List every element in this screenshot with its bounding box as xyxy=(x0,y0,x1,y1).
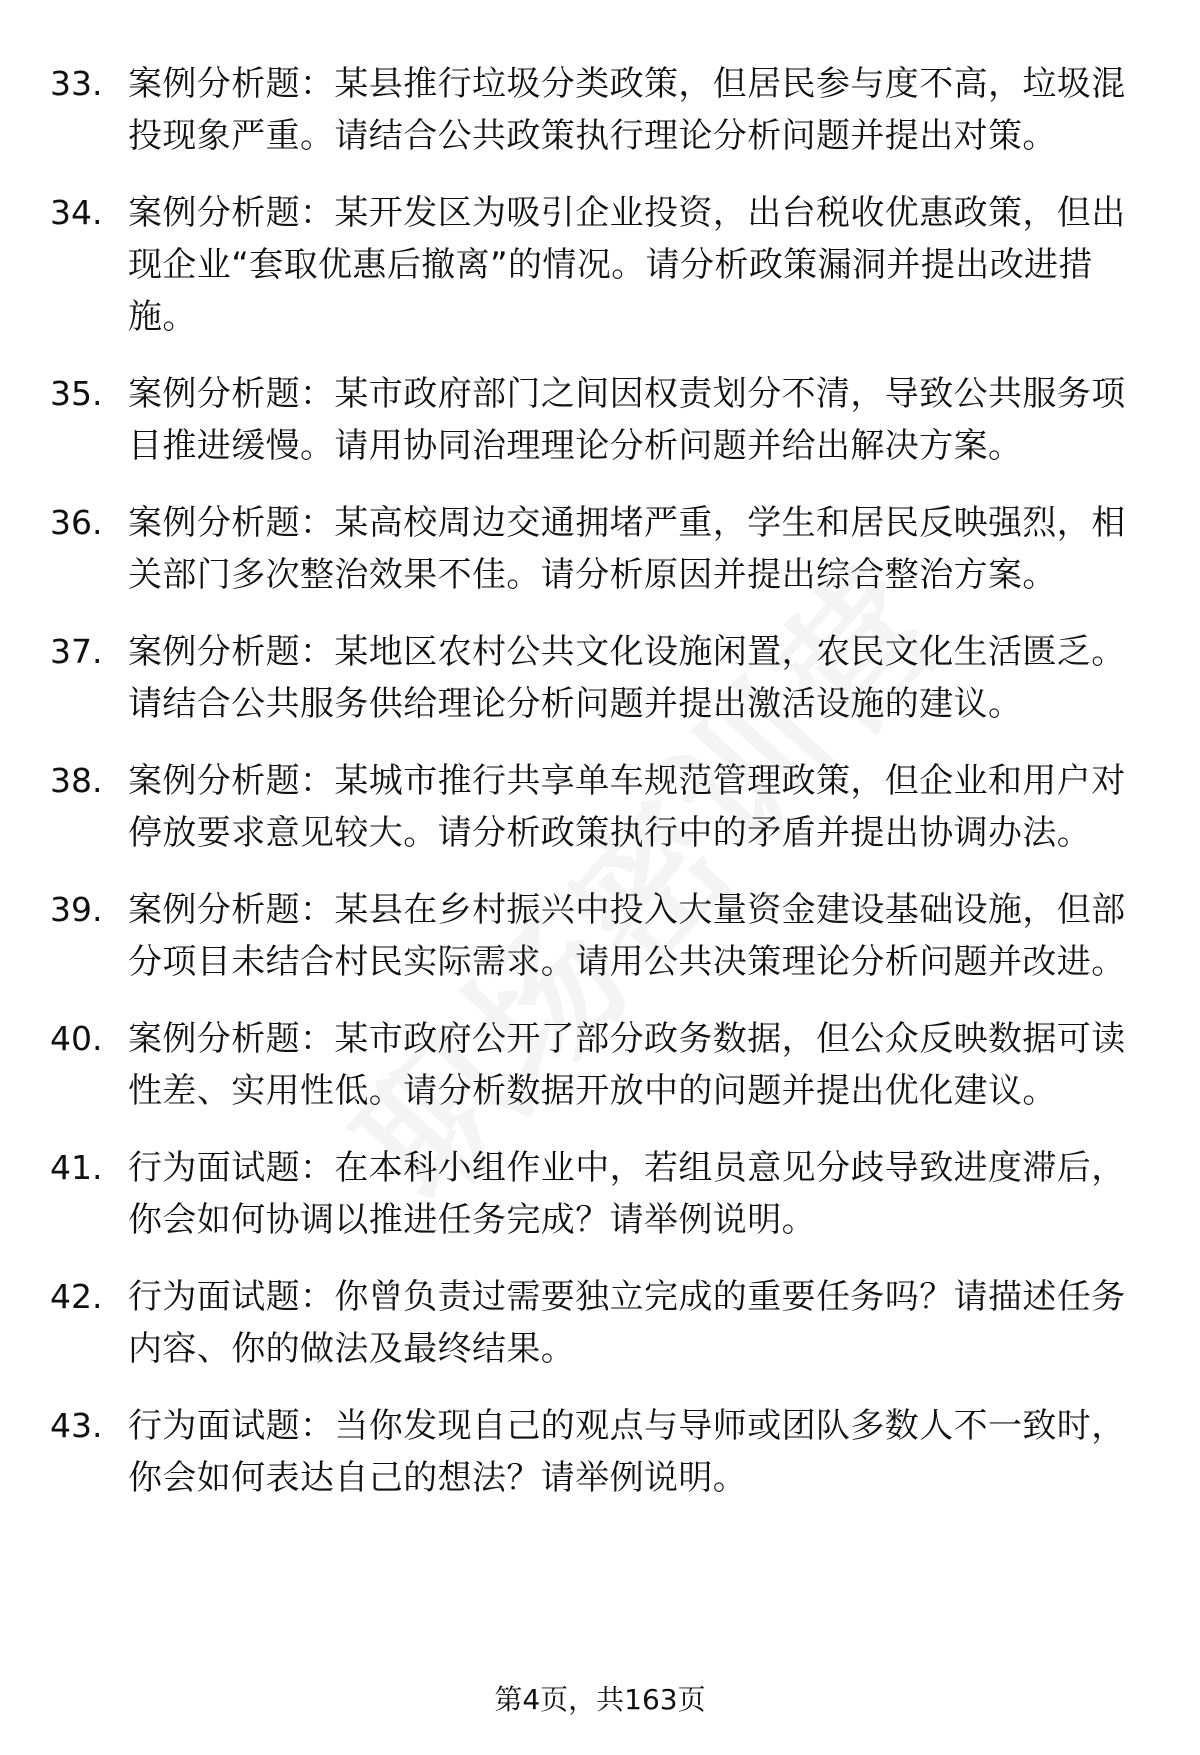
question-text: 案例分析题：某市政府部门之间因权责划分不清，导致公共服务项目推进缓慢。请用协同治理理论分析问题并给出解决方案。 xyxy=(128,374,1126,466)
question-number: 38. xyxy=(50,761,103,800)
question-text: 案例分析题：某县在乡村振兴中投入大量资金建设基础设施，但部分项目未结合村民实际需求。请用公共决策理论分析问题并改进。 xyxy=(128,890,1126,982)
list-item xyxy=(50,187,1150,343)
question-number: 41. xyxy=(50,1148,103,1187)
question-number: 40. xyxy=(50,1019,103,1058)
question-number: 37. xyxy=(50,632,103,671)
question-text: 行为面试题：你曾负责过需要独立完成的重要任务吗？请描述任务内容、你的做法及最终结果。 xyxy=(128,1277,1126,1369)
list-item xyxy=(50,497,1150,601)
question-number: 42. xyxy=(50,1277,103,1316)
list-item xyxy=(50,755,1150,859)
question-list xyxy=(50,58,1150,1529)
question-text: 案例分析题：某县推行垃圾分类政策，但居民参与度不高，垃圾混投现象严重。请结合公共政策执行理论分析问题并提出对策。 xyxy=(128,64,1126,156)
question-text: 案例分析题：某城市推行共享单车规范管理政策，但企业和用户对停放要求意见较大。请分析政策执行中的矛盾并提出协调办法。 xyxy=(128,761,1126,853)
list-item xyxy=(50,58,1150,162)
question-number: 36. xyxy=(50,503,103,542)
question-text: 案例分析题：某地区农村公共文化设施闲置，农民文化生活匮乏。请结合公共服务供给理论分析问题并提出激活设施的建议。 xyxy=(128,632,1126,724)
list-item xyxy=(50,1013,1150,1117)
list-item xyxy=(50,1400,1150,1504)
list-item xyxy=(50,884,1150,988)
list-item xyxy=(50,1142,1150,1246)
question-text: 案例分析题：某开发区为吸引企业投资，出台税收优惠政策，但出现企业“套取优惠后撤离”的情况。请分析政策漏洞并提出改进措施。 xyxy=(128,193,1126,337)
question-text: 行为面试题：当你发现自己的观点与导师或团队多数人不一致时，你会如何表达自己的想法？请举例说明。 xyxy=(128,1406,1126,1498)
list-item xyxy=(50,368,1150,472)
question-number: 35. xyxy=(50,374,103,413)
question-text: 案例分析题：某市政府公开了部分政务数据，但公众反映数据可读性差、实用性低。请分析数据开放中的问题并提出优化建议。 xyxy=(128,1019,1126,1111)
list-item xyxy=(50,1271,1150,1375)
question-number: 33. xyxy=(50,64,103,103)
question-number: 39. xyxy=(50,890,103,929)
list-item xyxy=(50,626,1150,730)
page-number-footer: 第4页，共163页 xyxy=(494,1683,706,1716)
question-text: 行为面试题：在本科小组作业中，若组员意见分歧导致进度滞后，你会如何协调以推进任务完成？请举例说明。 xyxy=(128,1148,1126,1240)
question-text: 案例分析题：某高校周边交通拥堵严重，学生和居民反映强烈，相关部门多次整治效果不佳。请分析原因并提出综合整治方案。 xyxy=(128,503,1126,595)
question-number: 43. xyxy=(50,1406,103,1445)
question-number: 34. xyxy=(50,193,103,232)
